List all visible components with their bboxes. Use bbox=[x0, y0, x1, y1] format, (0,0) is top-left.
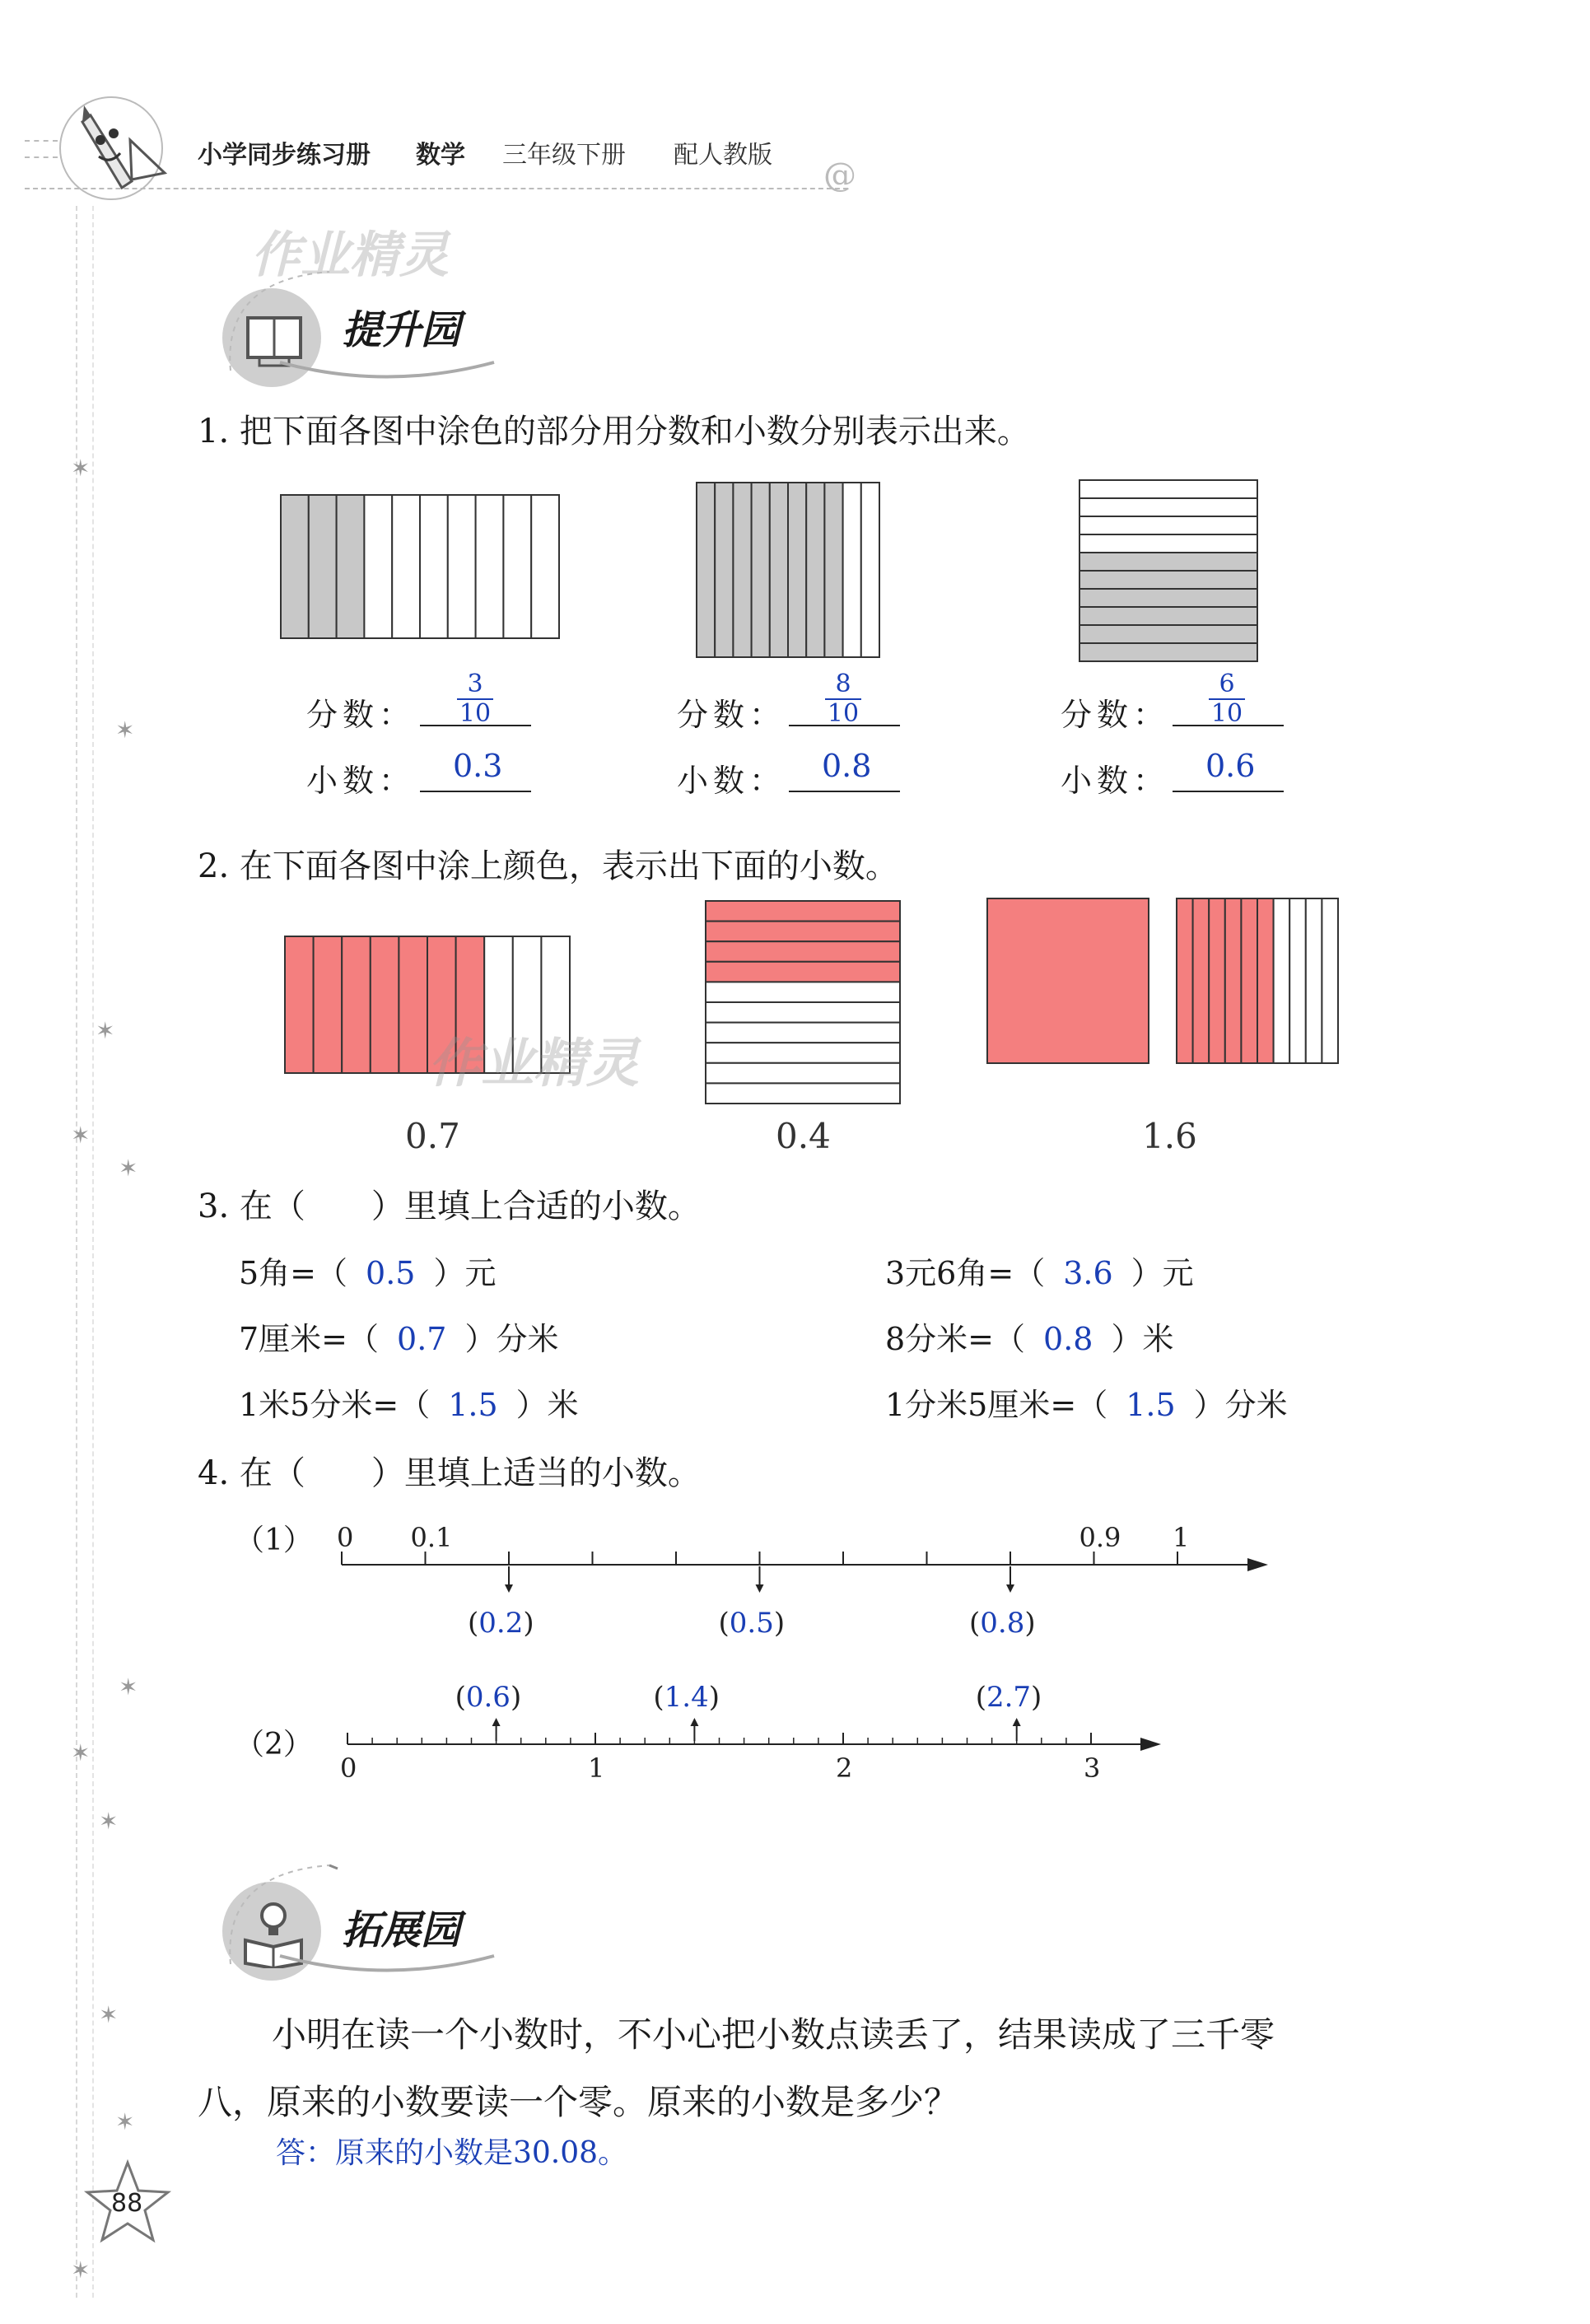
answer-label: (0.2) bbox=[468, 1607, 534, 1640]
header-subject: 数学 bbox=[416, 141, 465, 170]
strip bbox=[364, 495, 392, 638]
strip bbox=[1209, 898, 1225, 1063]
tick-label: 3 bbox=[1084, 1752, 1101, 1784]
header-line bbox=[25, 188, 848, 189]
strip bbox=[1079, 589, 1257, 607]
q3-text: 1米5分米=（ bbox=[239, 1387, 431, 1423]
section-title-tuozhan: 拓展园 bbox=[342, 1907, 461, 1953]
q1-decimal-1: 0.3 bbox=[453, 748, 503, 784]
strip bbox=[1079, 480, 1257, 498]
q1-fraction-blank-1 bbox=[420, 725, 531, 726]
star-icon: ✶ bbox=[71, 1739, 91, 1766]
denominator: 10 bbox=[1210, 699, 1243, 728]
strip bbox=[697, 483, 715, 657]
strip bbox=[371, 936, 399, 1073]
q2-figure-3b bbox=[1176, 898, 1341, 1066]
strip bbox=[337, 495, 365, 638]
strip bbox=[706, 1083, 900, 1104]
section-swoosh bbox=[206, 1841, 502, 1989]
q1-fraction-label-2: 分数： bbox=[677, 697, 786, 733]
strip bbox=[1079, 643, 1257, 661]
strip bbox=[1193, 898, 1210, 1063]
numerator: 8 bbox=[835, 670, 851, 698]
section-title-tisheng: 提升园 bbox=[342, 307, 461, 353]
q3-text: ）分米 bbox=[464, 1321, 559, 1357]
q4-line1-label: （1） bbox=[235, 1524, 313, 1557]
q1-fraction-2 bbox=[825, 672, 861, 726]
q3-row-1-left bbox=[239, 1248, 496, 1293]
q3-row-2-left bbox=[239, 1314, 558, 1359]
q3-text: ）元 bbox=[433, 1255, 497, 1291]
answer-label: (2.7) bbox=[975, 1681, 1042, 1714]
q1-fraction-label-1: 分数： bbox=[306, 697, 416, 733]
arrow-head bbox=[1006, 1584, 1014, 1593]
q2-figure-3a bbox=[986, 898, 1151, 1066]
star-icon: ✶ bbox=[71, 2256, 91, 2284]
strip bbox=[503, 495, 531, 638]
q3-text: ）米 bbox=[1111, 1321, 1174, 1357]
strip bbox=[715, 483, 733, 657]
q3-text: ）分米 bbox=[1193, 1387, 1288, 1423]
page-number: 88 bbox=[111, 2189, 143, 2218]
strip bbox=[1322, 898, 1338, 1063]
arrow-head bbox=[690, 1718, 698, 1726]
answer-label: (0.8) bbox=[969, 1607, 1036, 1640]
q2-figure-2 bbox=[705, 900, 902, 1106]
q1-decimal-label-3: 小数： bbox=[1061, 763, 1170, 799]
strip bbox=[706, 901, 900, 922]
strip bbox=[706, 982, 900, 1002]
strip bbox=[1241, 898, 1257, 1063]
star-icon: ✶ bbox=[71, 1122, 91, 1149]
numerator: 3 bbox=[467, 670, 483, 698]
q3-text: 5角=（ bbox=[239, 1255, 348, 1291]
header-line-left-2 bbox=[25, 156, 58, 158]
strip bbox=[399, 936, 427, 1073]
number-line-2 bbox=[329, 1672, 1169, 1795]
strip bbox=[285, 936, 314, 1073]
margin-dotted-line bbox=[76, 206, 77, 2298]
arrow-head bbox=[756, 1584, 764, 1593]
tick-label: 1 bbox=[1173, 1522, 1190, 1553]
q1-decimal-2: 0.8 bbox=[822, 748, 872, 784]
q1-decimal-blank-2 bbox=[789, 791, 900, 792]
arrow-head bbox=[492, 1718, 501, 1726]
q4-prompt: 4. 在（ ）里填上适当的小数。 bbox=[198, 1454, 701, 1492]
q1-fraction-blank-2 bbox=[789, 725, 900, 726]
strip bbox=[788, 483, 806, 657]
strip bbox=[448, 495, 476, 638]
q2-value-3: 1.6 bbox=[1142, 1116, 1197, 1156]
swirl-icon: @ bbox=[823, 156, 856, 194]
q4-line2-label: （2） bbox=[235, 1728, 313, 1762]
tick-label: 0 bbox=[337, 1522, 354, 1553]
strip bbox=[1079, 625, 1257, 643]
tick-label: 0.1 bbox=[410, 1522, 453, 1553]
star-icon: ✶ bbox=[115, 2108, 135, 2135]
strip bbox=[806, 483, 824, 657]
strip bbox=[1079, 571, 1257, 589]
strip bbox=[770, 483, 788, 657]
tick-label: 1 bbox=[588, 1752, 605, 1784]
strip bbox=[342, 936, 371, 1073]
strip bbox=[281, 495, 309, 638]
tick-label: 0.9 bbox=[1079, 1522, 1121, 1553]
star-icon: ✶ bbox=[119, 1155, 138, 1182]
q1-decimal-3: 0.6 bbox=[1205, 748, 1256, 784]
q3-text: 7厘米=（ bbox=[239, 1321, 380, 1357]
q3-answer: 0.7 bbox=[397, 1321, 447, 1357]
tick-label: 0 bbox=[340, 1752, 357, 1784]
q1-prompt: 1. 把下面各图中涂色的部分用分数和小数分别表示出来。 bbox=[198, 413, 1030, 450]
strip bbox=[1289, 898, 1306, 1063]
strip bbox=[1225, 898, 1242, 1063]
star-icon: ✶ bbox=[99, 1808, 119, 1835]
strip bbox=[861, 483, 879, 657]
q2-value-2: 0.4 bbox=[776, 1116, 831, 1156]
strip bbox=[706, 1043, 900, 1063]
section-swoosh bbox=[206, 247, 502, 395]
star-icon: ✶ bbox=[115, 716, 135, 744]
q1-fraction-3 bbox=[1209, 672, 1245, 726]
strip bbox=[1079, 516, 1257, 534]
denominator: 10 bbox=[827, 699, 860, 728]
q2-prompt: 2. 在下面各图中涂上颜色，表示出下面的小数。 bbox=[198, 847, 898, 885]
q3-text: 8分米=（ bbox=[885, 1321, 1026, 1357]
header-edition: 配人教版 bbox=[674, 141, 772, 170]
q3-answer: 3.6 bbox=[1063, 1255, 1113, 1291]
strip bbox=[1274, 898, 1290, 1063]
strip bbox=[706, 922, 900, 942]
q3-row-3-left bbox=[239, 1379, 579, 1425]
tick-label: 2 bbox=[836, 1752, 853, 1784]
strip bbox=[752, 483, 770, 657]
header-grade: 三年级下册 bbox=[502, 141, 626, 170]
answer-label: (0.6) bbox=[455, 1681, 522, 1714]
watermark: 作业精灵 bbox=[428, 1034, 639, 1094]
q1-decimal-label-1: 小数： bbox=[306, 763, 416, 799]
strip bbox=[1079, 498, 1257, 516]
q1-figure-1 bbox=[280, 494, 560, 642]
strip bbox=[1177, 898, 1193, 1063]
star-icon: ✶ bbox=[119, 1673, 138, 1701]
strip bbox=[706, 1002, 900, 1023]
extension-line-1: 小明在读一个小数时，不小心把小数点读丢了，结果读成了三千零 bbox=[272, 2014, 1275, 2055]
margin-dotted-line-2 bbox=[92, 206, 94, 2298]
strip bbox=[706, 1023, 900, 1043]
q3-text: ）元 bbox=[1131, 1255, 1194, 1291]
q3-answer: 0.5 bbox=[366, 1255, 416, 1291]
strip bbox=[531, 495, 559, 638]
denominator: 10 bbox=[459, 699, 492, 728]
strip bbox=[706, 941, 900, 962]
q3-row-1-right bbox=[885, 1248, 1194, 1293]
q1-decimal-blank-3 bbox=[1173, 791, 1284, 792]
strip bbox=[309, 495, 337, 638]
extension-answer: 答：原来的小数是30.08。 bbox=[276, 2136, 628, 2170]
strip bbox=[1079, 553, 1257, 571]
q1-decimal-blank-1 bbox=[420, 791, 531, 792]
q1-figure-2 bbox=[696, 482, 882, 660]
answer-label: (1.4) bbox=[653, 1681, 720, 1714]
strip bbox=[706, 1063, 900, 1084]
q2-value-1: 0.7 bbox=[405, 1116, 460, 1156]
arrow-head bbox=[505, 1584, 513, 1593]
strip bbox=[476, 495, 504, 638]
star-icon: ✶ bbox=[99, 2001, 119, 2028]
strip bbox=[392, 495, 420, 638]
strip bbox=[1257, 898, 1274, 1063]
strip bbox=[314, 936, 343, 1073]
q1-fraction-1 bbox=[457, 672, 493, 726]
header-line-left bbox=[25, 140, 58, 142]
strip bbox=[843, 483, 861, 657]
extension-line-2: 八，原来的小数要读一个零。原来的小数是多少？ bbox=[198, 2082, 959, 2122]
number-line-1 bbox=[329, 1507, 1285, 1655]
star-icon: ✶ bbox=[96, 1017, 115, 1044]
q1-fraction-label-3: 分数： bbox=[1061, 697, 1170, 733]
q3-prompt: 3. 在（ ）里填上合适的小数。 bbox=[198, 1188, 701, 1225]
strip bbox=[824, 483, 842, 657]
strip bbox=[1306, 898, 1322, 1063]
q3-text: 1分米5厘米=（ bbox=[885, 1387, 1108, 1423]
strip bbox=[1079, 607, 1257, 625]
q3-answer: 0.8 bbox=[1043, 1321, 1093, 1357]
answer-label: (0.5) bbox=[718, 1607, 786, 1640]
strip bbox=[420, 495, 448, 638]
star-icon: ✶ bbox=[71, 455, 91, 482]
q3-answer: 1.5 bbox=[1126, 1387, 1176, 1423]
q3-answer: 1.5 bbox=[448, 1387, 498, 1423]
q1-decimal-label-2: 小数： bbox=[677, 763, 786, 799]
strip bbox=[733, 483, 751, 657]
strip bbox=[706, 962, 900, 982]
q3-row-3-right bbox=[885, 1379, 1288, 1425]
header-book-title: 小学同步练习册 bbox=[198, 141, 371, 170]
watermark: 作业精灵 bbox=[251, 226, 449, 284]
strip bbox=[1079, 534, 1257, 553]
q3-text: 3元6角=（ bbox=[885, 1255, 1046, 1291]
q3-text: ）米 bbox=[515, 1387, 579, 1423]
q1-figure-3 bbox=[1079, 479, 1260, 664]
q3-row-2-right bbox=[885, 1314, 1173, 1359]
arrow-head bbox=[1013, 1718, 1021, 1726]
q1-fraction-blank-3 bbox=[1173, 725, 1284, 726]
numerator: 6 bbox=[1219, 670, 1235, 698]
